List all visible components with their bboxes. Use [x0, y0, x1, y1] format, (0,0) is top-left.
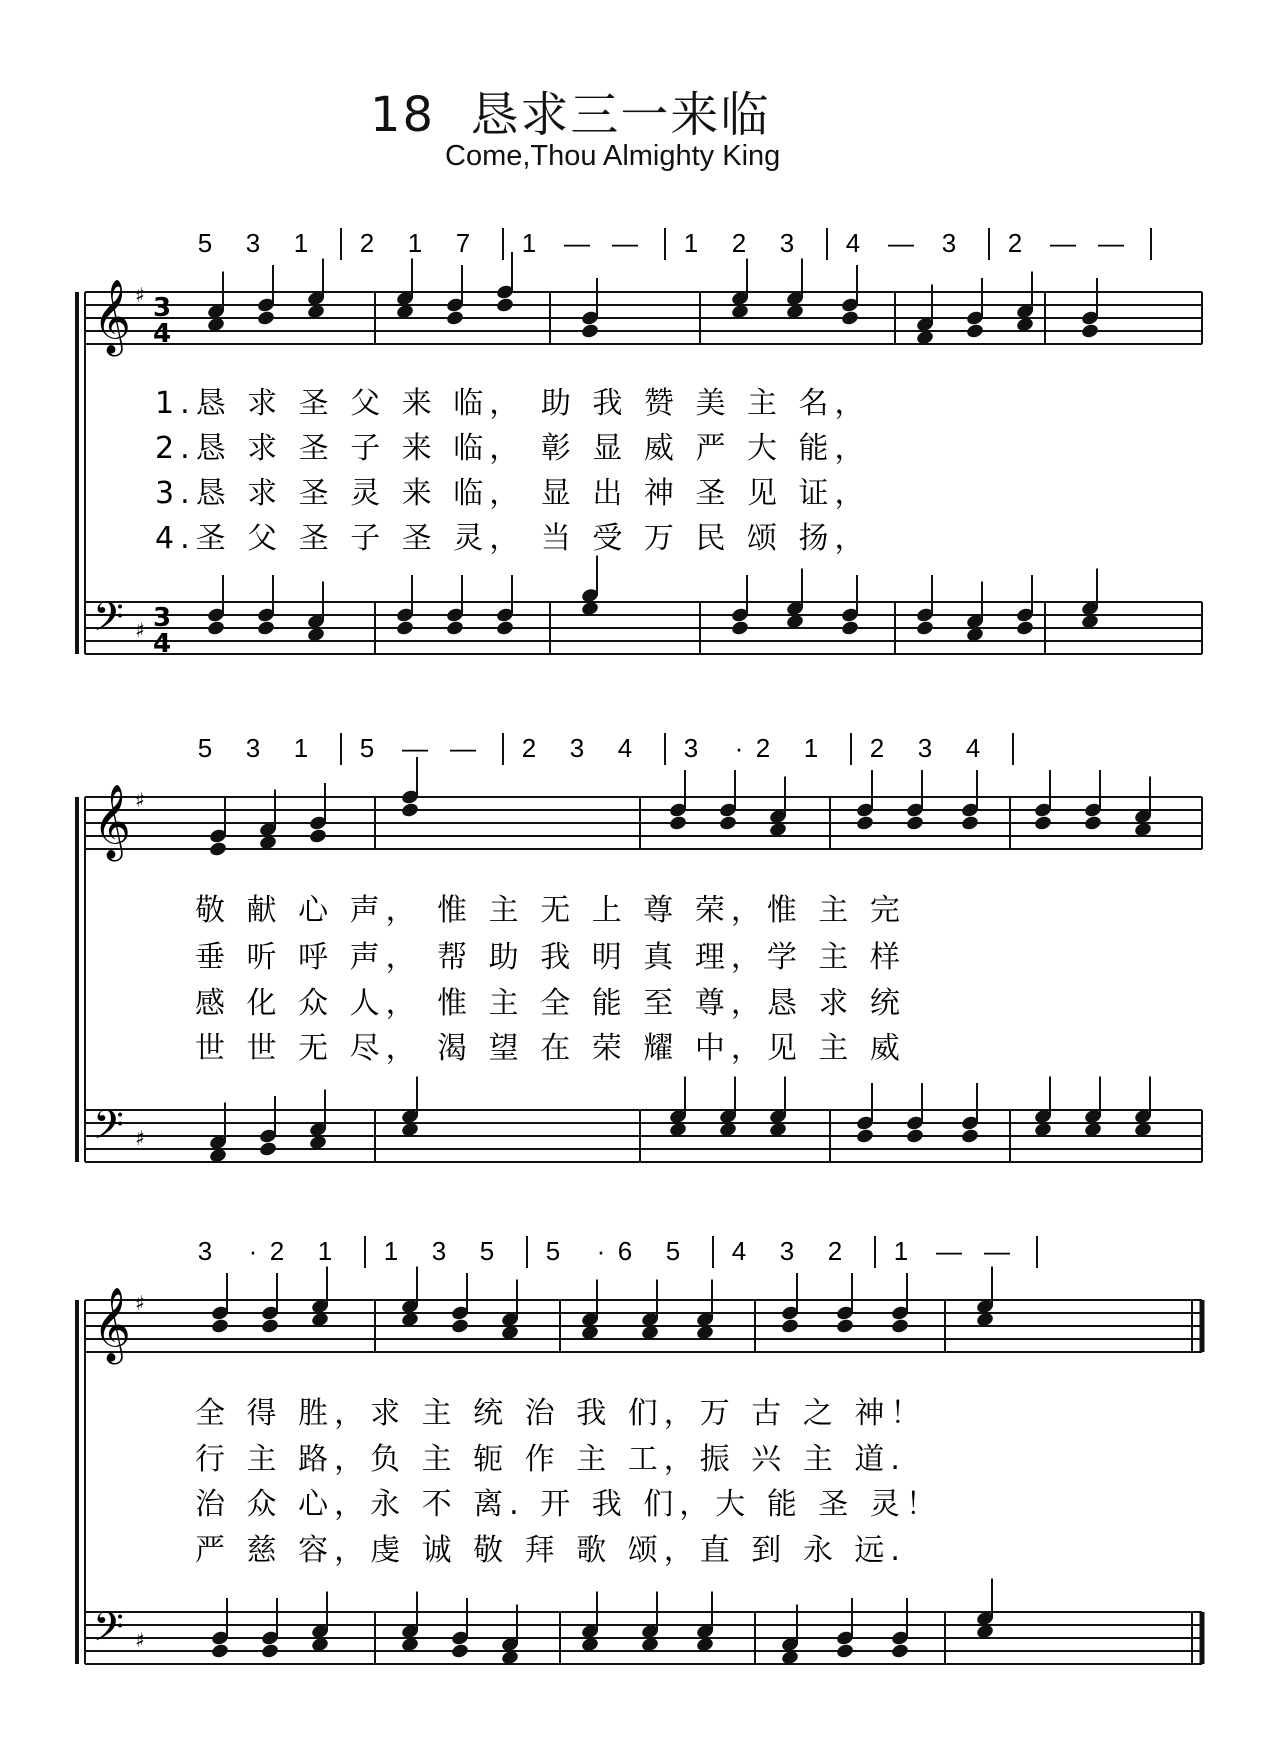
notehead: [1083, 815, 1102, 832]
jianpu-note: ·: [248, 1236, 258, 1266]
lyric-line: 严 慈 容，虔 诚 敬 拜 歌 颂，直 到 永 远.: [195, 1533, 906, 1568]
lyric-line: 治 众 心，永 不 离. 开 我 们，大 能 圣 灵！: [195, 1487, 942, 1522]
jianpu-note: 6: [617, 1236, 633, 1266]
jianpu-note: —: [612, 228, 638, 258]
lyrics: [155, 386, 942, 1568]
notehead: [780, 1318, 799, 1335]
jianpu-note: 3: [245, 733, 261, 763]
hymn-number: 18: [370, 87, 436, 143]
lyric-line: 2.恳 求 圣 子 来 临， 彰 显 威 严 大 能，: [155, 431, 871, 466]
notehead: [835, 1318, 854, 1335]
treble-clef: 𝄞: [93, 1288, 131, 1362]
jianpu-note: 4: [845, 228, 861, 258]
jianpu-note: ·: [734, 733, 744, 763]
jianpu-note: ·: [596, 1236, 606, 1266]
hymn-subtitle: Come,Thou Almighty King: [445, 140, 781, 172]
jianpu-note: —: [888, 228, 914, 258]
jianpu-note: 2: [1007, 228, 1023, 258]
notehead: [400, 802, 419, 819]
jianpu-note: 1: [521, 228, 537, 258]
jianpu-note: —: [936, 1236, 962, 1266]
jianpu-note: 1: [293, 733, 309, 763]
jianpu-note: 2: [359, 228, 375, 258]
jianpu-note: 1: [893, 1236, 909, 1266]
lyric-line: 3.恳 求 圣 灵 来 临， 显 出 神 圣 见 证，: [155, 476, 871, 511]
bass-clef: 𝄢: [93, 1102, 124, 1158]
notehead: [258, 1141, 277, 1158]
jianpu-note: 4: [965, 733, 981, 763]
sharp-key-signature: ♯: [135, 618, 145, 642]
notehead: [1033, 815, 1052, 832]
notehead: [718, 815, 737, 832]
notehead: [210, 1318, 229, 1335]
sharp-key-signature: ♯: [135, 1126, 145, 1150]
jianpu-note: 5: [479, 1236, 495, 1266]
notehead: [855, 815, 874, 832]
notehead: [395, 620, 414, 637]
notehead: [960, 815, 979, 832]
jianpu-note: —: [1098, 228, 1124, 258]
lyric-line: 行 主 路，负 主 轭 作 主 工，振 兴 主 道.: [195, 1442, 906, 1477]
sharp-key-signature: ♯: [135, 1628, 145, 1652]
jianpu-note: 1: [803, 733, 819, 763]
notehead: [835, 1643, 854, 1660]
notehead: [256, 620, 275, 637]
hymn-title-text: 恳求三一来临: [470, 87, 771, 143]
jianpu-note: —: [1050, 228, 1076, 258]
lyric-line: 世 世 无 尽， 渴 望 在 荣 耀 中，见 主 威: [195, 1031, 906, 1066]
time-signature-top: 3: [153, 293, 172, 323]
notehead: [495, 620, 514, 637]
jianpu-note: —: [564, 228, 590, 258]
notehead: [260, 1318, 279, 1335]
time-signature-top: 3: [153, 603, 172, 633]
lyric-line: 4.圣 父 圣 子 圣 灵， 当 受 万 民 颂 扬，: [155, 521, 871, 556]
jianpu-note: 2: [869, 733, 885, 763]
lyric-line: 垂 听 呼 声， 帮 助 我 明 真 理，学 主 样: [195, 940, 906, 975]
notehead: [445, 620, 464, 637]
lyric-line: 敬 献 心 声， 惟 主 无 上 尊 荣，惟 主 完: [195, 893, 906, 928]
bass-clef: 𝄢: [93, 1604, 124, 1660]
notehead: [580, 323, 599, 340]
notehead: [855, 1128, 874, 1145]
notehead: [965, 323, 984, 340]
notehead: [840, 620, 859, 637]
jianpu-note: 5: [359, 733, 375, 763]
notehead: [445, 310, 464, 327]
jianpu-note: 2: [269, 1236, 285, 1266]
notehead: [960, 1128, 979, 1145]
notehead: [1080, 323, 1099, 340]
time-signature-bottom: 4: [153, 629, 172, 659]
jianpu-note: 3: [917, 733, 933, 763]
sharp-key-signature: ♯: [135, 788, 145, 812]
notehead: [450, 1643, 469, 1660]
jianpu-note: 1: [317, 1236, 333, 1266]
jianpu-note: 3: [197, 1236, 213, 1266]
lyric-line: 感 化 众 人， 惟 主 全 能 至 尊，恳 求 统: [195, 986, 906, 1021]
notehead: [308, 828, 327, 845]
sharp-key-signature: ♯: [135, 1291, 145, 1315]
jianpu-note: 5: [197, 733, 213, 763]
jianpu-note: 2: [731, 228, 747, 258]
notehead: [1015, 620, 1034, 637]
jianpu-note: 7: [455, 228, 471, 258]
notehead: [256, 310, 275, 327]
notehead: [208, 841, 227, 858]
notehead: [905, 1128, 924, 1145]
jianpu-note: 1: [407, 228, 423, 258]
jianpu-note: 4: [731, 1236, 747, 1266]
jianpu-note: 3: [779, 1236, 795, 1266]
notehead: [890, 1643, 909, 1660]
notehead: [206, 620, 225, 637]
jianpu-note: —: [450, 733, 476, 763]
notehead: [915, 620, 934, 637]
time-signature-bottom: 4: [153, 319, 172, 349]
notehead: [210, 1643, 229, 1660]
bass-clef: 𝄢: [93, 594, 124, 650]
jianpu-note: —: [402, 733, 428, 763]
jianpu-note: 1: [383, 1236, 399, 1266]
treble-clef: 𝄞: [93, 280, 131, 354]
notehead: [450, 1318, 469, 1335]
notehead: [495, 297, 514, 314]
jianpu-note: 3: [941, 228, 957, 258]
notehead: [840, 310, 859, 327]
jianpu-note: 3: [779, 228, 795, 258]
jianpu-note: 5: [197, 228, 213, 258]
notehead: [260, 1643, 279, 1660]
jianpu-note: 2: [827, 1236, 843, 1266]
jianpu-note: —: [984, 1236, 1010, 1266]
jianpu-note: 1: [293, 228, 309, 258]
lyric-line: 1.恳 求 圣 父 来 临， 助 我 赞 美 主 名，: [155, 386, 871, 421]
jianpu-note: 2: [755, 733, 771, 763]
notehead: [730, 620, 749, 637]
jianpu-note: 2: [521, 733, 537, 763]
lyric-line: 全 得 胜，求 主 统 治 我 们，万 古 之 神！: [195, 1396, 927, 1431]
treble-clef: 𝄞: [93, 785, 131, 859]
jianpu-note: 5: [665, 1236, 681, 1266]
sharp-key-signature: ♯: [135, 283, 145, 307]
notehead: [890, 1318, 909, 1335]
jianpu-note: 3: [569, 733, 585, 763]
jianpu-note: 1: [683, 228, 699, 258]
jianpu-note: 3: [431, 1236, 447, 1266]
notehead: [905, 815, 924, 832]
jianpu-note: 4: [617, 733, 633, 763]
jianpu-note: 3: [245, 228, 261, 258]
notehead: [668, 815, 687, 832]
jianpu-note: 3: [683, 733, 699, 763]
jianpu-note: 5: [545, 1236, 561, 1266]
